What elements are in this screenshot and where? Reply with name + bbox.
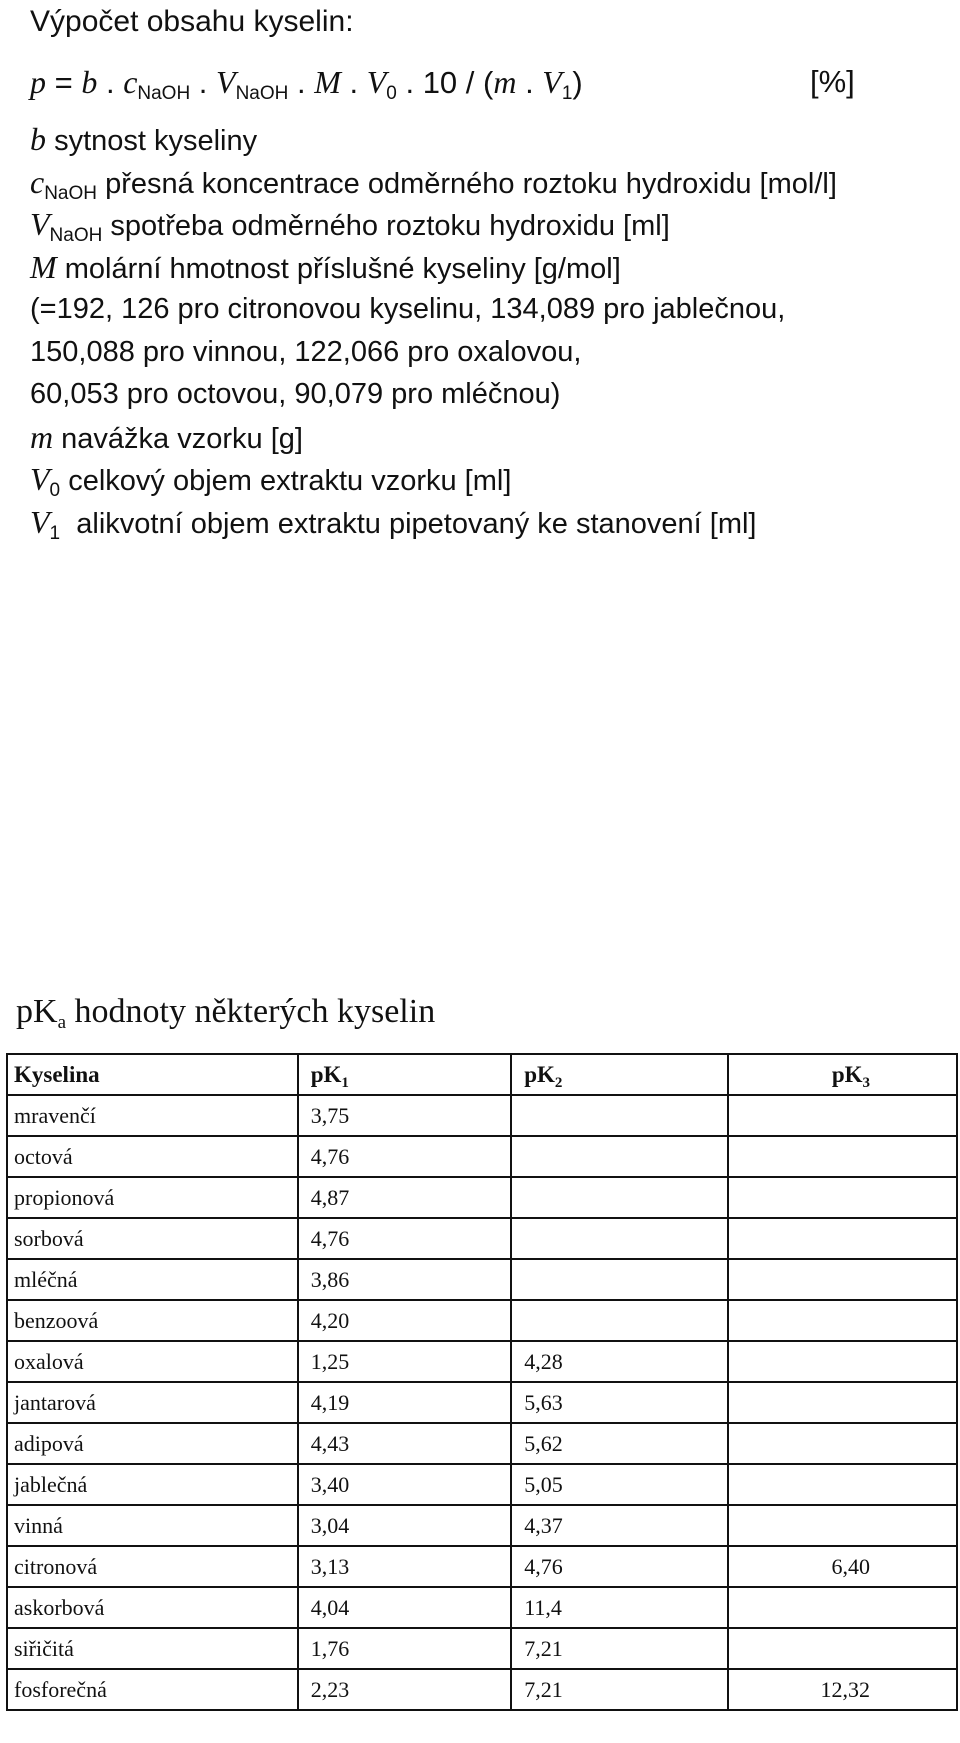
pk1-cell: 4,20 [298,1300,512,1341]
pk3-cell [728,1177,957,1218]
header-pk1: $pK_1$ [298,1054,512,1095]
table-row [7,1218,957,1259]
pk2-cell: 4,76 [511,1546,728,1587]
pk1-cell: 4,76 [298,1218,512,1259]
pk2-cell [511,1095,728,1136]
table-row [7,1095,957,1136]
pk1-cell: 1,76 [298,1628,512,1669]
acid-name-cell: askorbová [7,1587,298,1628]
pk3-cell [728,1382,957,1423]
def-v-naoh: $V_{NaOH}$ spotřeba odměrného roztoku hydroxidu [ml] [30,206,670,246]
def-molar-values-1: (=192, 126 pro citronovou kyselinu, 134,089 pro jablečnou, [30,293,786,325]
def-c-naoh: $c_{NaOH}$ přesná koncentrace odměrného roztoku hydroxidu [mol/l] [30,163,837,204]
acid-name-cell: mravenčí [7,1095,298,1136]
table-header-row [7,1054,957,1095]
acid-name-cell: fosforečná [7,1669,298,1710]
pk3-cell [728,1300,957,1341]
pk1-cell: 4,43 [298,1423,512,1464]
pk1-cell: 4,19 [298,1382,512,1423]
pk1-cell: 3,13 [298,1546,512,1587]
acid-name-cell: jablečná [7,1464,298,1505]
table-row [7,1546,957,1587]
acid-name-cell: siřičitá [7,1628,298,1669]
pk1-cell: 2,23 [298,1669,512,1710]
pk3-cell [728,1136,957,1177]
pk2-cell [511,1218,728,1259]
pk2-cell [511,1177,728,1218]
pk1-cell: 3,86 [298,1259,512,1300]
pk1-cell: 4,76 [298,1136,512,1177]
pk2-cell [511,1259,728,1300]
variable-definitions [30,118,940,543]
pk2-cell: 7,21 [511,1669,728,1710]
def-m: m navážka vzorku [g] [30,418,303,455]
header-pk3: $pK_3$ [728,1054,957,1095]
pk1-cell: 4,04 [298,1587,512,1628]
table-row [7,1300,957,1341]
page-heading: Výpočet obsahu kyselin: [30,5,354,38]
table-row [7,1587,957,1628]
pk1-cell: 1,25 [298,1341,512,1382]
table-row [7,1669,957,1710]
pk3-cell [728,1218,957,1259]
pk2-cell [511,1136,728,1177]
acid-name-cell: sorbová [7,1218,298,1259]
pk3-cell: 12,32 [728,1669,957,1710]
acid-content-formula: p = b . $c_{NaOH}$ . $V_{NaOH}$ . M . $V_0$ . 10 / (m . $V_1$) [%] [30,60,890,105]
table-row [7,1341,957,1382]
table-row [7,1423,957,1464]
acid-name-cell: vinná [7,1505,298,1546]
table-body [7,1095,957,1710]
pk2-cell: 4,28 [511,1341,728,1382]
acid-name-cell: oxalová [7,1341,298,1382]
table-row [7,1177,957,1218]
def-b: b sytnost kyseliny [30,121,258,157]
def-v0: $V_0$ celkový objem extraktu vzorku [ml] [30,461,512,501]
pk3-cell [728,1095,957,1136]
header-acid: Kyselina [7,1054,298,1095]
def-molar-values-2: 150,088 pro vinnou, 122,066 pro oxalovou, [30,335,582,368]
pk3-cell [728,1505,957,1546]
pka-table [6,1053,958,1711]
acid-name-cell: mléčná [7,1259,298,1300]
pk2-cell: 5,05 [511,1464,728,1505]
pk3-cell [728,1464,957,1505]
pk3-cell [728,1341,957,1382]
pk2-cell: 4,37 [511,1505,728,1546]
table-row [7,1136,957,1177]
pk1-cell: 3,40 [298,1464,512,1505]
table-title: $pK_a$ hodnoty některých kyselin [16,993,436,1033]
acid-name-cell: adipová [7,1423,298,1464]
pk2-cell: 5,62 [511,1423,728,1464]
pk1-cell: 4,87 [298,1177,512,1218]
acid-name-cell: benzoová [7,1300,298,1341]
header-pk2: $pK_2$ [511,1054,728,1095]
pk3-cell [728,1259,957,1300]
acid-name-cell: jantarová [7,1382,298,1423]
table-row [7,1464,957,1505]
pk2-cell: 11,4 [511,1587,728,1628]
pk3-cell [728,1423,957,1464]
def-v1: $V_1$ alikvotní objem extraktu pipetovaný ke stanovení [ml] [30,503,757,544]
formula-unit: [%] [810,64,855,99]
pk1-cell: 3,04 [298,1505,512,1546]
def-molar-mass: M molární hmotnost příslušné kyseliny [g/mol] [30,248,621,285]
def-molar-values-3: 60,053 pro octovou, 90,079 pro mléčnou) [30,378,561,410]
pk2-cell: 7,21 [511,1628,728,1669]
acid-name-cell: citronová [7,1546,298,1587]
acid-name-cell: propionová [7,1177,298,1218]
pk3-cell [728,1587,957,1628]
table-row [7,1628,957,1669]
pk3-cell [728,1628,957,1669]
table-row [7,1259,957,1300]
pk3-cell: 6,40 [728,1546,957,1587]
pk2-cell: 5,63 [511,1382,728,1423]
acid-name-cell: octová [7,1136,298,1177]
pk1-cell: 3,75 [298,1095,512,1136]
table-row [7,1505,957,1546]
pk2-cell [511,1300,728,1341]
table-row [7,1382,957,1423]
